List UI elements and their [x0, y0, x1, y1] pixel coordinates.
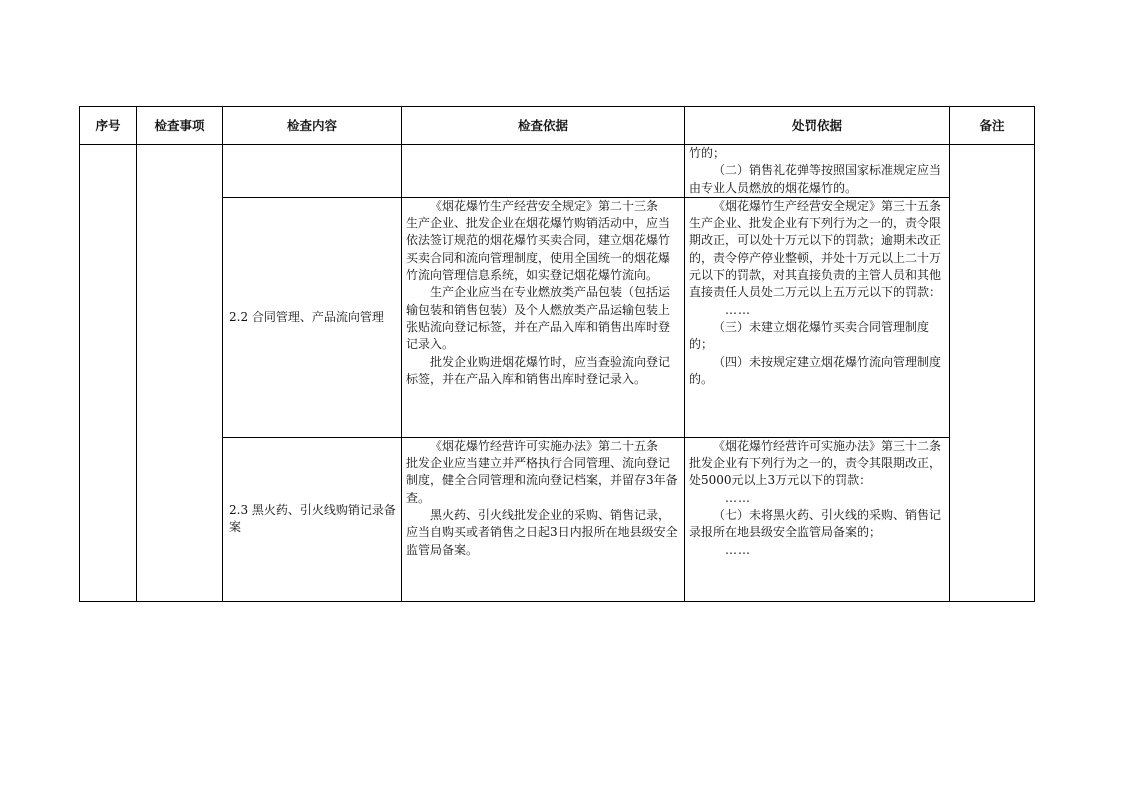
penalty-paragraph: （二）销售礼花弹等按照国家标准规定应当由专业人员燃放的烟花爆竹的。 — [689, 163, 942, 195]
inspection-content-cell: 2.2 合同管理、产品流向管理 — [223, 197, 402, 437]
header-penalty-basis: 处罚依据 — [685, 107, 950, 145]
penalty-ellipsis: …… — [725, 542, 751, 557]
inspection-basis-cell — [402, 197, 685, 437]
header-serial-number: 序号 — [80, 107, 137, 145]
penalty-basis-cell — [685, 437, 954, 601]
penalty-paragraph: （四）未按规定建立烟花爆竹流向管理制度的。 — [689, 354, 942, 386]
inspection-content-cell — [223, 145, 402, 198]
inspection-basis-cell — [402, 145, 685, 198]
inspection-table — [79, 106, 1035, 602]
inspection-basis-cell — [402, 437, 685, 601]
header-remarks: 备注 — [950, 107, 1035, 145]
basis-paragraph: 《烟花爆竹经营许可实施办法》第二十五条 批发企业应当建立并严格执行合同管理、流向登记制度，健全合同管理和流向登记档案，并留存3年备查。 — [406, 438, 678, 505]
table-row — [80, 197, 1035, 437]
table-header-row — [80, 107, 1035, 145]
penalty-basis-cell — [685, 197, 954, 437]
penalty-paragraph: 竹的； — [689, 146, 726, 160]
penalty-ellipsis: …… — [725, 490, 751, 505]
penalty-paragraph: （七）未将黑火药、引火线的采购、销售记录报所在地县级安全监管局备案的； — [689, 508, 942, 540]
inspection-item-cell — [137, 145, 223, 602]
table-row — [80, 145, 1035, 198]
basis-paragraph: 生产企业应当在专业燃放类产品包装（包括运输包装和销售包装）及个人燃放类产品运输包装上张贴流向登记标签，并在产品入库和销售出库时登记录入。 — [406, 285, 671, 352]
remarks-cell — [950, 145, 1035, 602]
header-inspection-content: 检查内容 — [223, 107, 402, 145]
basis-paragraph: 黑火药、引火线批发企业的采购、销售记录，应当自购买或者销售之日起3日内报所在地县级安全监管局备案。 — [406, 508, 678, 557]
penalty-paragraph: 《烟花爆竹生产经营安全规定》第三十五条 生产企业、批发企业有下列行为之一的，责令限期改正，可以处十万元以下的罚款；逾期未改正的，责令停产停业整顿，并处十万元以上二十万元以下的罚款，对其直接负责的主管人员和其他直接责任人员处二万元以上五万元以下的罚款： — [689, 198, 954, 300]
penalty-ellipsis: …… — [725, 302, 751, 317]
inspection-content-cell: 2.3 黑火药、引火线购销记录备案 — [223, 437, 402, 601]
penalty-paragraph: （三）未建立烟花爆竹买卖合同管理制度的； — [689, 319, 930, 352]
penalty-basis-cell — [685, 145, 950, 198]
table-row — [80, 437, 1035, 601]
basis-paragraph: 批发企业购进烟花爆竹时，应当查验流向登记标签，并在产品入库和销售出库时登记录入。 — [406, 354, 671, 386]
penalty-paragraph: 《烟花爆竹经营许可实施办法》第三十二条 批发企业有下列行为之一的，责令其限期改正，处5000元以上3万元以下的罚款： — [689, 438, 954, 488]
basis-paragraph: 《烟花爆竹生产经营安全规定》第二十三条 生产企业、批发企业在烟花爆竹购销活动中，应当依法签订规范的烟花爆竹买卖合同，建立烟花爆竹买卖合同和流向管理制度，使用全国统一的烟花爆竹流向管理信息系统，如实登记烟花爆竹流向。 — [406, 198, 671, 283]
header-inspection-item: 检查事项 — [137, 107, 223, 145]
serial-number-cell — [80, 145, 137, 602]
header-inspection-basis: 检查依据 — [402, 107, 685, 145]
